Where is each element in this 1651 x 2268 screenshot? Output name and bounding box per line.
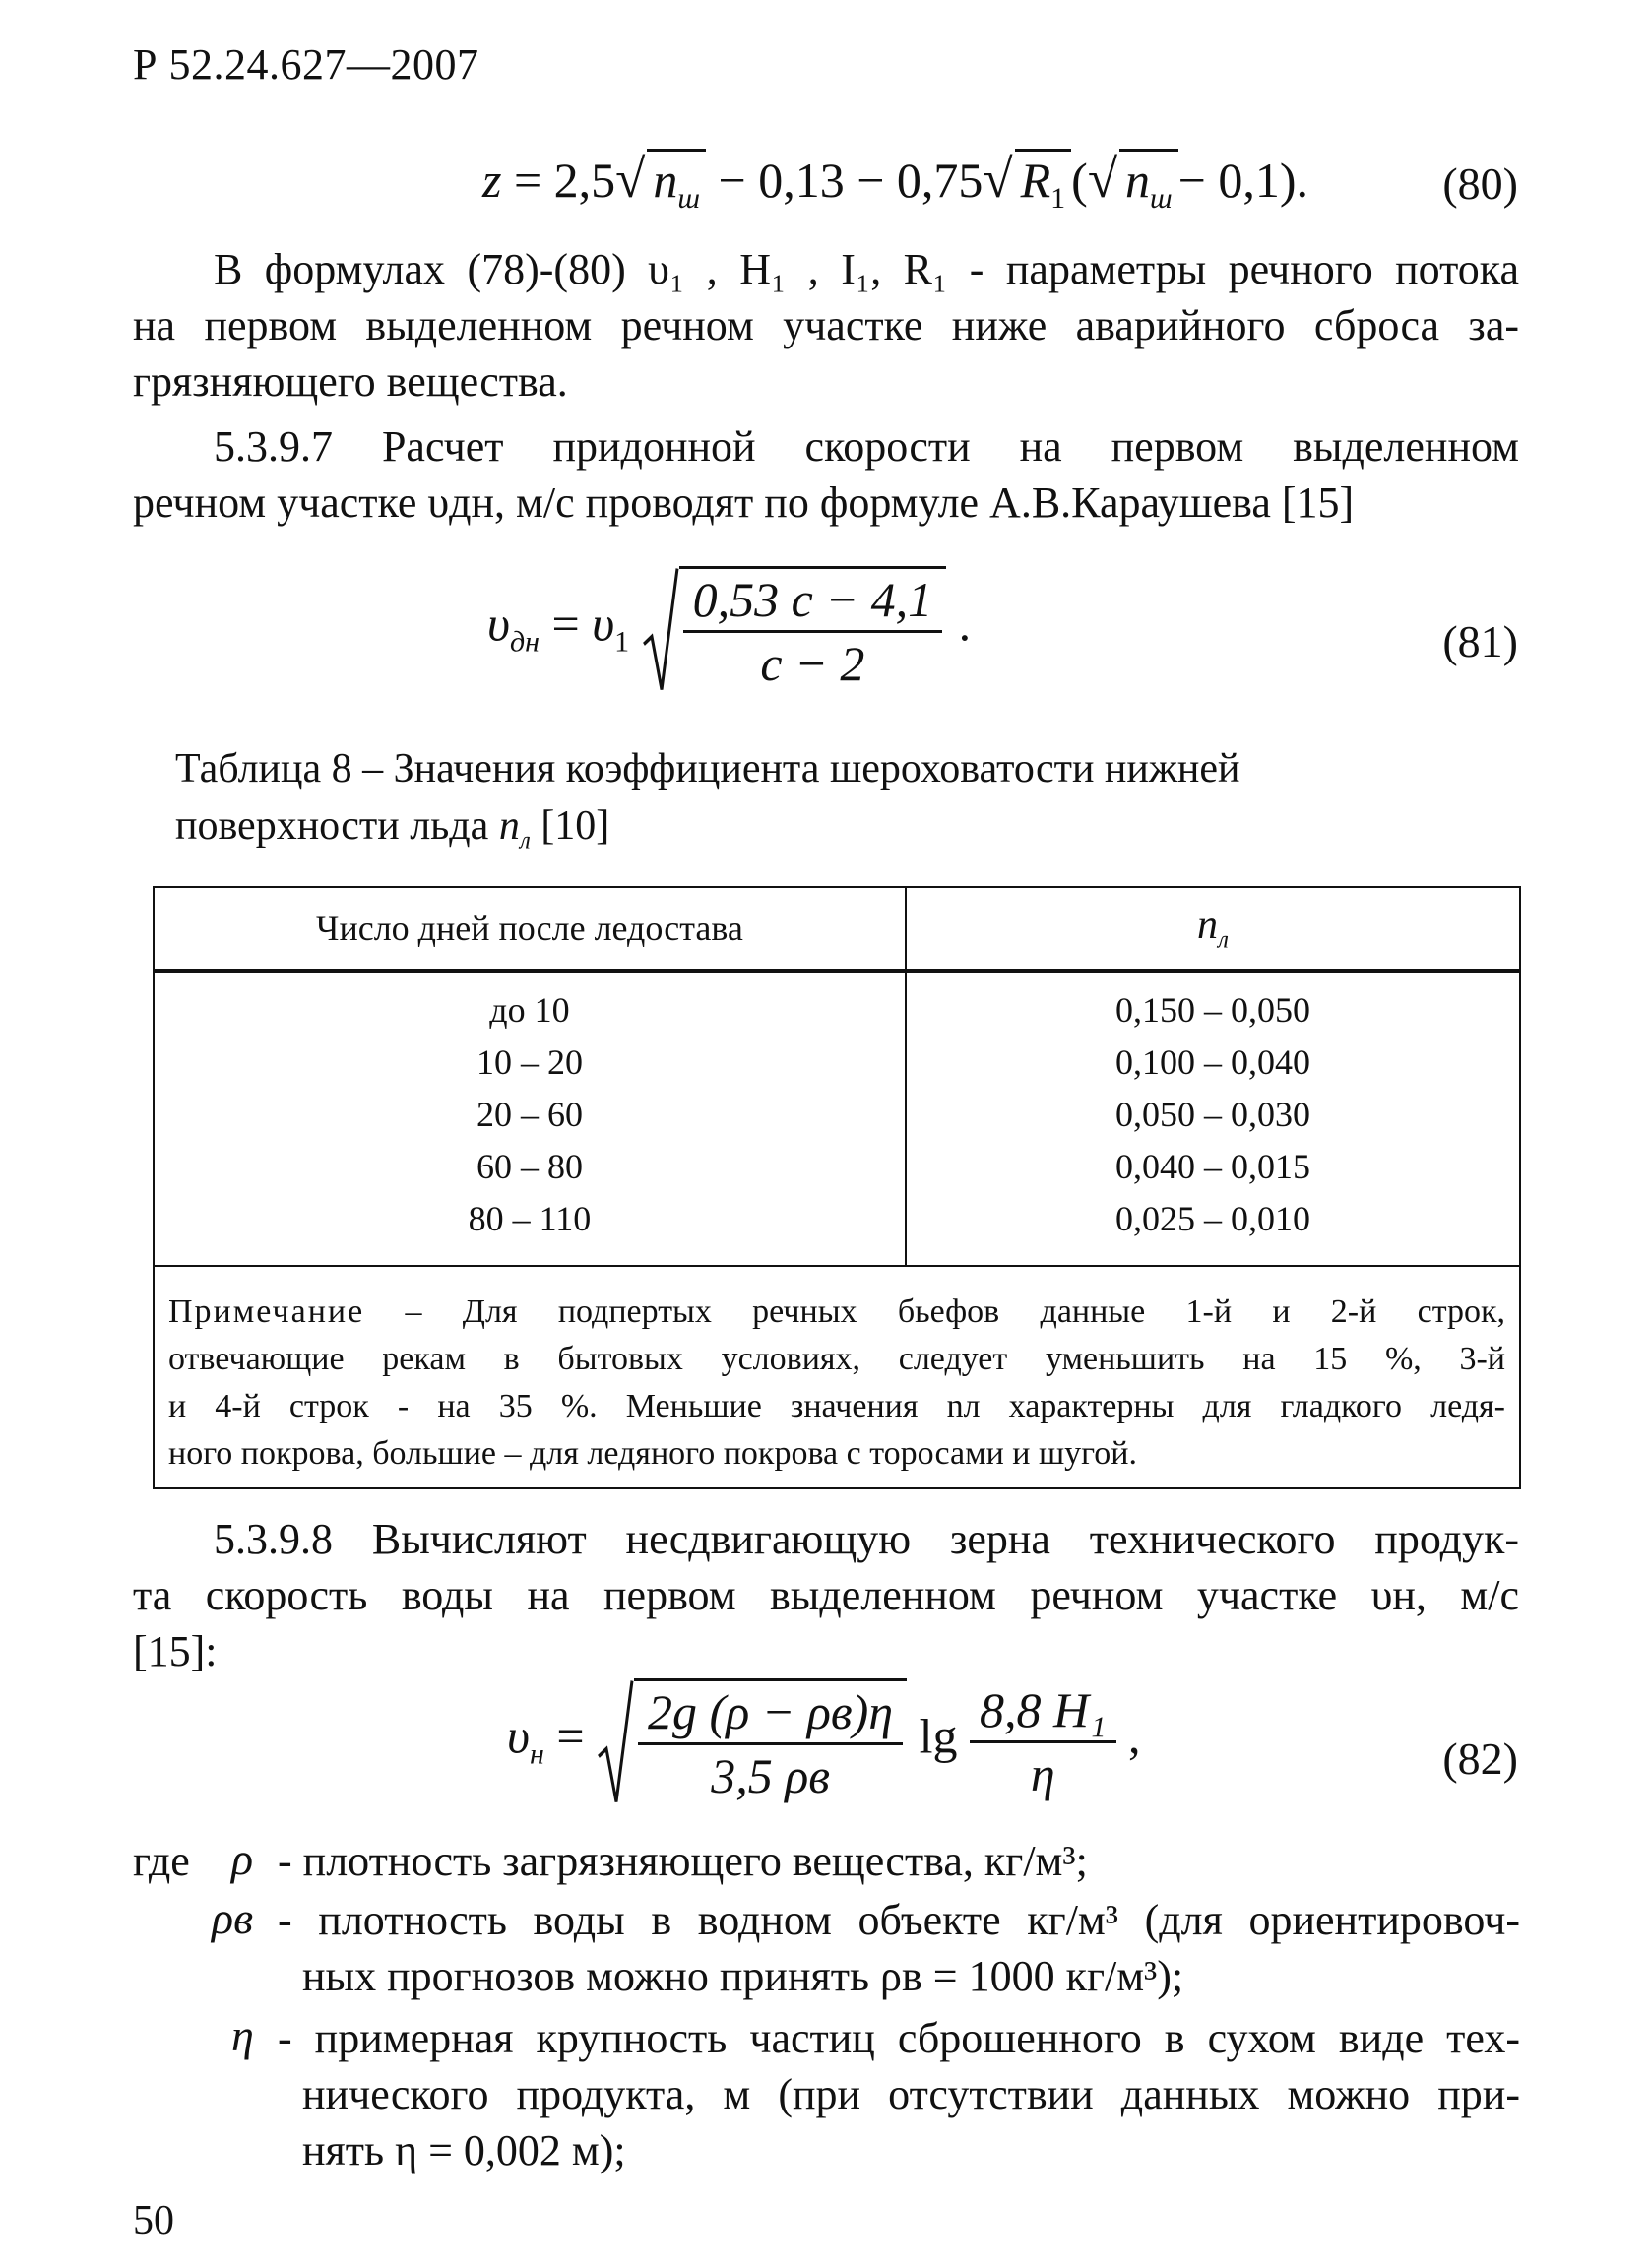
paragraph-line: [15]: <box>133 1627 218 1675</box>
table-header-days: Число дней после ледостава <box>154 887 906 971</box>
table-header-coefficient: $n_л$ <box>906 887 1520 971</box>
paragraph-line: 5.3.9.8 Вычисляют несдвигающую зерна технического продук- <box>214 1515 1519 1563</box>
table-note <box>154 1266 1520 1488</box>
definition-text: - плотность загрязняющего вещества, кг/м³; <box>278 1837 1088 1885</box>
table-cell: 0,100 – 0,040 <box>1114 1042 1310 1082</box>
paragraph-line: на первом выделенном речном участке ниже аварийного сброса за- <box>133 301 1519 349</box>
definition-symbol: η <box>231 2010 254 2060</box>
roughness-table <box>153 886 1521 1489</box>
paragraph-bottom-velocity <box>133 418 1519 531</box>
note-line: ного покрова, большие – для ледяного покрова с торосами и шугой. <box>168 1435 1137 1472</box>
paragraph-line: грязняющего вещества. <box>133 357 568 406</box>
paragraph-line: В формулах (78)-(80) υ₁ , H₁ , I₁, R₁ - параметры речного потока <box>214 245 1519 293</box>
paragraph-line: речном участке υдн, м/с проводят по формуле А.В.Караушева [15] <box>133 478 1355 527</box>
table-column-days <box>154 971 906 1266</box>
definition-symbol: ρ <box>231 1834 254 1884</box>
formula-80: z = 2,5√ $n_ш - 0,13 - 0,75√$ $R_1$ (√ $n_ш - 0,1$). <box>482 149 1309 215</box>
note-label: Примечание <box>168 1293 365 1330</box>
table-cell: 0,150 – 0,050 <box>1114 990 1310 1030</box>
definition-text: - плотность воды в водном объекте кг/м³ (для ориентировоч- <box>278 1896 1520 1944</box>
note-line: – Для подпертых речных бьефов данные 1-й и 2-й строк, <box>364 1293 1505 1330</box>
paragraph-line: та скорость воды на первом выделенном речном участке υн, м/с <box>133 1571 1519 1619</box>
table-title: Таблица 8 – Значения коэффициента шероховатости нижней поверхности льда $n_л$ [10] <box>175 746 1240 854</box>
definition-text: нического продукта, м (при отсутствии данных можно при- <box>302 2070 1520 2118</box>
sqrt-fraction: $\frac{0,53 c - 4,1}{c - 2}$ <box>642 566 946 692</box>
table-body <box>154 971 1520 1266</box>
table-cell: 0,050 – 0,030 <box>1114 1095 1310 1134</box>
where-word: где <box>133 1837 190 1885</box>
definition-symbol: ρв <box>212 1893 254 1943</box>
table-header-row <box>154 887 1520 971</box>
document-header: Р 52.24.627—2007 <box>133 40 479 89</box>
paragraph-formula-params <box>133 241 1519 410</box>
definition-text: нять η = 0,002 м); <box>302 2126 626 2174</box>
formula-82: $\upsilon_н$ = $\frac{2g (\rho - \rho в)\eta}{3,5 \rho в}$ lg $\frac{\text{8,8 H₁}}{\eta}$ , <box>507 1678 1141 1804</box>
table-cell: 20 – 60 <box>476 1095 583 1134</box>
definition-text: ных прогнозов можно принять ρв = 1000 кг/м³); <box>302 1952 1184 2000</box>
equation-number-80: (80) <box>1442 158 1518 209</box>
table-column-coefficient <box>906 971 1520 1266</box>
table-cell: 0,040 – 0,015 <box>1114 1147 1310 1186</box>
table-note-row <box>154 1266 1520 1488</box>
definition-text: - примерная крупность частиц сброшенного в сухом виде тех- <box>278 2014 1520 2062</box>
table-cell: 10 – 20 <box>476 1042 583 1082</box>
table-cell: 0,025 – 0,010 <box>1114 1199 1310 1238</box>
sqrt-fraction: $\frac{2g (\rho - \rho в)\eta}{3,5 \rho в}$ <box>597 1678 907 1804</box>
equation-number-82: (82) <box>1442 1733 1518 1784</box>
equation-number-81: (81) <box>1442 616 1518 666</box>
page-number: 50 <box>133 2198 174 2243</box>
paragraph-line: 5.3.9.7 Расчет придонной скорости на первом выделенном <box>214 422 1519 471</box>
formula-81: $\upsilon_{дн} = \upsilon_1$ $\frac{0,53 c - 4,1}{c - 2}$ . <box>487 566 971 692</box>
definitions-list <box>133 1833 1531 2187</box>
table-cell: 60 – 80 <box>476 1147 583 1186</box>
note-line: и 4-й строк - на 35 %. Меньшие значения nл характерны для гладкого ледя- <box>168 1388 1505 1424</box>
paragraph-nonscouring-velocity <box>133 1511 1519 1679</box>
table-cell: 80 – 110 <box>468 1199 592 1238</box>
note-line: отвечающие рекам в бытовых условиях, следует уменьшить на 15 %, 3-й <box>168 1341 1505 1377</box>
table-cell: до 10 <box>489 990 570 1030</box>
